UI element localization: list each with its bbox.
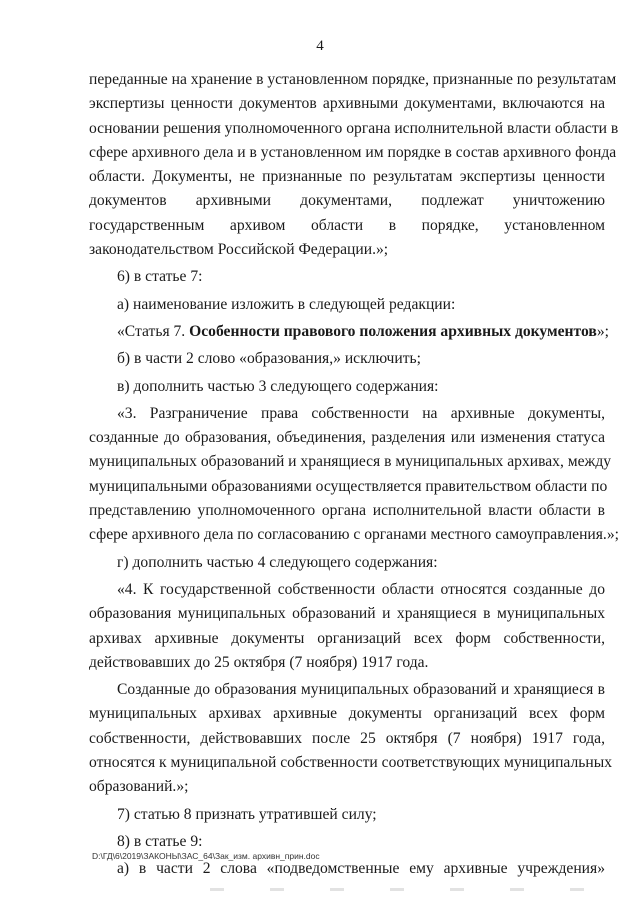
text-line: б) в части 2 слово «образования,» исключить; bbox=[117, 350, 421, 368]
text-line: сфере архивного дела и в установленном им порядке в состав архивного фонда bbox=[89, 143, 617, 161]
article-heading-prefix: «Статья 7. bbox=[117, 322, 190, 340]
text-line: Созданные до образования муниципальных образований и хранящиеся в bbox=[117, 681, 605, 699]
article-heading-line bbox=[89, 320, 609, 344]
article-heading-suffix: »; bbox=[596, 322, 609, 340]
text-line: созданные до образования, объединения, разделения или изменения статуса bbox=[89, 429, 605, 447]
text-line: а) в части 2 слова «подведомственные ему архивные учреждения» bbox=[117, 860, 605, 878]
text-line: области. Документы, не признанные по результатам экспертизы ценности bbox=[89, 168, 605, 186]
text-line: г) дополнить частью 4 следующего содержания: bbox=[117, 553, 438, 571]
text-line: представлению уполномоченного органа исполнительной власти области в bbox=[89, 502, 605, 520]
text-line: сфере архивного дела по согласованию с органами местного самоуправления.»; bbox=[89, 526, 619, 544]
text-line: муниципальных образований и хранящиеся в муниципальных архивах, между bbox=[89, 453, 612, 471]
text-line: а) наименование изложить в следующей редакции: bbox=[117, 295, 456, 313]
text-line: переданные на хранение в установленном порядке, признанные по результатам bbox=[89, 71, 617, 88]
text-line: 8) в статье 9: bbox=[117, 832, 203, 850]
text-line: архивах архивные документы организаций всех форм собственности, bbox=[89, 629, 605, 647]
text-line: основании решения уполномоченного органа исполнительной власти области в bbox=[89, 119, 619, 137]
text-line: государственным архивом области в порядке, установленном bbox=[89, 216, 605, 234]
text-line: документов архивными документами, подлежат уничтожению bbox=[89, 192, 605, 210]
page-number: 4 bbox=[316, 38, 324, 54]
text-line: в) дополнить частью 3 следующего содержания: bbox=[117, 377, 439, 395]
text-line: «4. К государственной собственности области относятся созданные до bbox=[117, 580, 605, 598]
text-line: относятся к муниципальной собственности соответствующих муниципальных bbox=[89, 754, 613, 772]
scan-artifact bbox=[210, 888, 590, 891]
text-line: действовавших до 25 октября (7 ноября) 1917 года. bbox=[89, 653, 429, 671]
text-line: 6) в статье 7: bbox=[117, 268, 203, 286]
document-body bbox=[89, 68, 619, 882]
text-line: образования муниципальных образований и хранящиеся в муниципальных bbox=[89, 605, 605, 623]
text-line: собственности, действовавших после 25 октября (7 ноября) 1917 года, bbox=[89, 729, 605, 747]
text-line: образований.»; bbox=[89, 778, 189, 796]
text-line: муниципальных архивах архивные документы организаций всех форм bbox=[89, 705, 605, 723]
text-line: законодательством Российской Федерации.»; bbox=[89, 241, 389, 259]
text-line: экспертизы ценности документов архивными документами, включаются на bbox=[89, 95, 605, 113]
text-line: «3. Разграничение права собственности на архивные документы, bbox=[117, 404, 605, 422]
text-line: муниципальными образованиями осуществляется правительством области по bbox=[89, 477, 608, 495]
article-heading-title: Особенности правового положения архивных документов bbox=[189, 322, 597, 340]
file-path-footer: D:\ГД\6\2019\ЗАКОНЫ\ЗАС_64\Зак_изм. архивн_прин.doc bbox=[92, 851, 320, 861]
text-line: 7) статью 8 признать утратившей силу; bbox=[117, 805, 377, 823]
